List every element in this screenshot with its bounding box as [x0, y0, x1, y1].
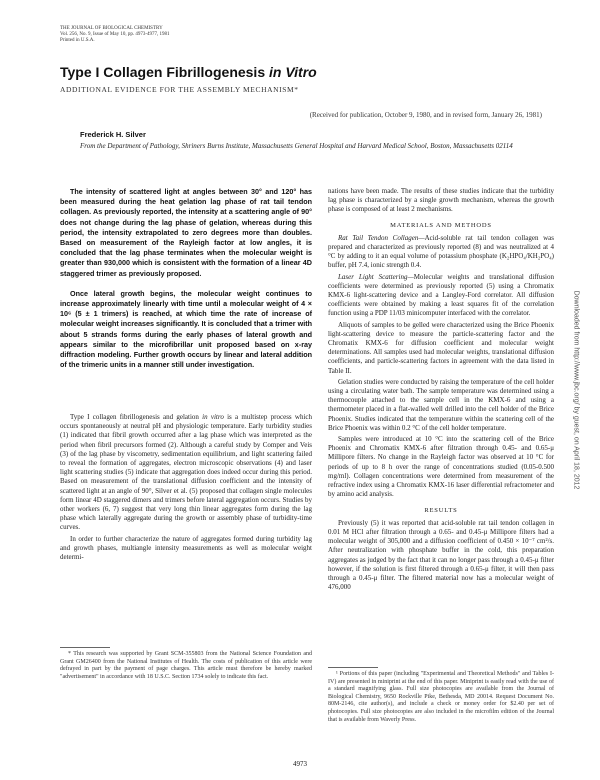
footnote-divider-right: [328, 667, 378, 668]
body-right-column: [328, 187, 554, 594]
abstract-paragraph-2: Once lateral growth begins, the molecular weight continues to increase approximately linearly with time until a molecular weight of 4 × 10⁶ (5 ± 1 trimers) is reached, at which time the rate of increase of molecular weight increases significantly. It is concluded that a trimer with about 5 strands forms during the early phases of lateral growth and appears similar to the microfibrillar unit proposed based on x-ray diffraction modeling. Further growth occurs by linear and lateral addition of the trimeric units in a manner still under investigation.: [60, 288, 312, 370]
abstract: [60, 187, 312, 380]
download-watermark: Downloaded from http://www.jbc.org/ by guest, on April 18, 2012: [572, 290, 580, 490]
footnote-funding-text: * This research was supported by Grant SCM-355803 from the National Science Foundation and Grant GM26400 from the National Institutes of Health. The costs of publication of this article were defrayed in part by the payment of page charges. This article must therefore be hereby marked "advertisement" in accordance with 18 U.S.C. Section 1734 solely to indicate this fact.: [60, 651, 312, 680]
author-name: Frederick H. Silver: [80, 130, 146, 139]
methods-collagen-label: Rat Tail Tendon Collagen—: [338, 233, 425, 242]
intro-text: Type I collagen fibrillogenesis and gelation: [70, 413, 203, 421]
intro-paragraph-1: [60, 413, 312, 533]
methods-laser: [328, 273, 554, 319]
footnote-miniprint: [328, 671, 554, 724]
section-heading-results: RESULTS: [424, 506, 458, 514]
methods-collagen-text: Acid-soluble rat tail tendon collagen was prepared and characterized as previously reported (8) and was neutralized at 4 °C by adding to it an equal volume of potassium phosphate (K₂HPO₄/KH₂PO₄) buffer, pH 7.4, ionic strength 0.4.: [328, 233, 554, 270]
journal-name: THE JOURNAL OF BIOLOGICAL CHEMISTRY: [60, 26, 163, 31]
article-subtitle: ADDITIONAL EVIDENCE FOR THE ASSEMBLY MECHANISM*: [60, 85, 299, 94]
page-number: 4973: [293, 760, 307, 768]
body-left-column: [60, 413, 312, 564]
results-paragraph: Previously (5) it was reported that acid-soluble rat tail tendon collagen in 0.01 M HCl after filtration through a 0.65- and 0.45-μ Millipore filters had a molecular weight of 305,000 and a diffusion coefficient of 0.450 × 10⁻⁷ cm²/s. After neutralization with phosphate buffer in the cold, this preparation aggregates as judged by the fact that it can no longer pass through a 0.45-μ filter however, if the solution is first filtered through a 0.65-μ filter, it will then pass through a 0.45-μ filter. The filtered material now has a molecular weight of 476,000: [328, 518, 554, 592]
intro-continued: nations have been made. The results of these studies indicate that the turbidity lag phase is characterized by a single growth mechanism, whereas the growth phase is composed of at least 2 mechanisms.: [328, 187, 554, 214]
intro-paragraph-2: In order to further characterize the nature of aggregates formed during turbidity lag and growth phases, multiangle intensity measurements as well as molecular weight determi-: [60, 534, 312, 562]
methods-gelation: Gelation studies were conducted by raising the temperature of the cell holder using a circulating water bath. The sample temperature was determined using a thermocouple attached to the sample cell in the KMX-6 and using a thermometer placed in a flat-walled well drilled into the cell holder of the Brice Phoenix. Studies indicated that the temperature within the scattering cell of the Brice Phoenix was within 0.2 °C of the cell holder temperature.: [328, 377, 554, 432]
abstract-paragraph-1: The intensity of scattered light at angles between 30° and 120° has been measured during the heat gelation lag phase of rat tail tendon collagen. As previously reported, the intensity at a scattering angle of 90° does not change during the lag phase of gelation, whereas during this period, the intensity extrapolated to zero degrees more than doubles. Based on measurement of the Rayleigh factor at low angles, it is concluded that the lag phase terminates when the molecular weight is greater than 930,000 which is consistent with the formation of a linear 4D staggered trimer as previously proposed.: [60, 187, 312, 278]
methods-samples: Samples were introduced at 10 °C into the scattering cell of the Brice Phoenix and Chromatix KMX-6 after filtration through 0.45- and 0.65-μ Millipore filters. No change in the Rayleigh factor was observed at 10 °C for periods of up to 8 h over the range of concentrations studied (0.05-0.500 mg/ml). Collagen concentrations were determined from measurement of the refractive index using a Chromatix KMX-16 laser differential refractometer and by amino acid analysis.: [328, 435, 554, 499]
title-italic: in Vitro: [269, 64, 317, 80]
title-main: Type I Collagen Fibrillogenesis: [60, 64, 270, 80]
received-dates: (Received for publication, October 9, 1980, and in revised form, January 26, 1981): [309, 111, 542, 119]
methods-aliquots: Aliquots of samples to be gelled were characterized using the Brice Phoenix light-scattering device to measure the particle-scattering factor and the Chromatix KMX-6 for diffusion coefficient and molecular weight determinations. All samples used had molecular weights, translational diffusion coefficients, and particle-scattering factors in agreement with the data listed in Table II.: [328, 320, 554, 375]
author-affiliation: From the Department of Pathology, Shriners Burns Institute, Massachusetts General Hospital and Harvard Medical School, Boston, Massachusetts 02114: [80, 142, 513, 150]
journal-issue: Vol. 256, No. 9, Issue of May 10, pp. 4973-4977, 1981: [60, 32, 170, 37]
methods-collagen: [328, 234, 554, 271]
intro-italic: in vitro: [202, 413, 224, 421]
article-title: [60, 64, 317, 80]
methods-laser-text: Molecular weights and translational diffusion coefficients were determined as previously reported (5) using a Chromatix KMX-6 light-scattering device and a Langley-Ford correlator. All diffusion coefficients were obtained by making a least squares fit of the correlation function using a PDP 11/03 minicomputer interfaced with the correlator.: [328, 272, 554, 318]
footnote-funding: [60, 651, 312, 681]
footnote-miniprint-text: ¹ Portions of this paper (including "Experimental and Theoretical Methods" and Tables I-IV) are presented in miniprint at the end of this paper. Miniprint is easily read with the use of a standard magnifying glass. Full size photocopies are available from the Journal of Biological Chemistry, 9650 Rockville Pike, Bethesda, MD 20014. Request Document No. 80M-2146, cite author(s), and include a check or money order for $2.40 per set of photocopies. Full size photocopies are also included in the microfilm edition of the Journal that is available from Waverly Press.: [328, 671, 554, 723]
journal-printed: Printed in U.S.A.: [60, 38, 95, 43]
journal-header: [60, 26, 170, 44]
methods-laser-label: Laser Light Scattering—: [338, 272, 414, 281]
section-heading-methods: MATERIALS AND METHODS: [390, 221, 492, 229]
footnote-divider-left: [60, 647, 110, 648]
intro-text-rest: is a multistep process which occurs spontaneously at neutral pH and physiologic temperature. Early turbidity studies (1) indicated that fibril growth occurred after a lag phase which was interpreted as the period when fibril precursors formed (2). Although a careful study by Comper and Veis (3) of the lag phase by viscometry, sedimentation equilibrium, and light scattering failed to reveal the formation of aggregates, electron microscopic observations (4) and laser light scattering studies (5) indicate that aggregation does indeed occur during this period. Based on measurement of the translational diffusion coefficient and the intensity of scattered light at an angle of 90°, Silver et al. (5) proposed that collagen single molecules form linear 4D staggered dimers and trimers before lateral aggregation occurs. Studies by other workers (6, 7) suggest that very long thin linear aggregates form during the lag phase which laterally aggregate during the growth or assembly phase of turbidity-time curves.: [60, 413, 313, 532]
